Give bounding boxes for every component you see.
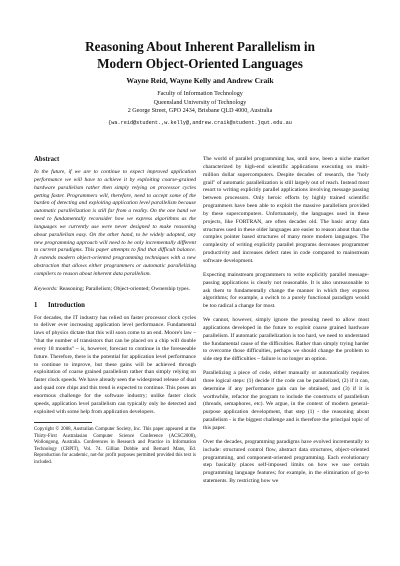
footnote-divider	[34, 422, 92, 423]
body-paragraph: We cannot, however, simply ignore the pressing need to allow most applications developed in the future to exploit coarse grained hardware parallelism. If automatic parallelization is too hard, we need to understand the fundamental cause of the difficulties. Rather than simply trying harder to overcome those difficulties, perhaps we should change the problem to side step the difficulties – failure is no longer an option.	[203, 317, 369, 363]
abstract-text: In the future, if we are to continue to expect improved application performance we will have to achieve it by exploiting coarse-grained hardware parallelism rather then simply relying on processor cycles getting faster. Programmers will, therefore, need to accept some of the burden of detecting and exploiting application level parallelism because automatic parallelization is still far from a reality. On the one hand we need to fundamentally reconsider how we express algorithms as the languages we currently use were never designed to make reasoning about parallelism easy. On the other hand, to be widely adopted, any new programming approach will need to be only incrementally different to current paradigms. This paper attempts to find that difficult balance. It extends modern object-oriented programming techniques with a new abstraction that allows either programmers or automatic parallelizing compilers to reason about inherent data parallelism.	[34, 169, 196, 277]
affiliation-line: 2 George Street, GPO 2434, Brisbane QLD 4000, Australia	[127, 108, 273, 115]
right-column	[203, 156, 369, 492]
title-line: Reasoning About Inherent Parallelism in	[85, 39, 315, 54]
keywords-label: Keywords:	[34, 285, 58, 292]
affiliation-line: Queensland University of Technology	[153, 99, 247, 106]
body-paragraph: The world of parallel programming has, until now, been a niche market characterized by high-end scientific applications executing on multi-million dollar supercomputers. Despite decades of research, the "holy grail" of automatic parallelization is still largely out of reach. Instead most resort to writing explicitly parallel applications involving message passing between processors. Only heroic efforts by highly trained scientific programmers have been able to exploit the massive parallelism provided by these supercomputers. Unfortunately, the languages used in these projects, like FORTRAN, are often decades old. The basic array data structures used in these older languages are easier to reason about than the complex pointer based structures of many more modern languages. The complexity of writing explicitly parallel programs decreases programmer productivity and increases defect rates in code compared to mainstream software development.	[203, 156, 369, 264]
left-column	[34, 156, 196, 466]
title-line: Modern Object-Oriented Languages	[97, 56, 303, 71]
section-heading-introduction	[34, 302, 196, 310]
affiliation-line: Faculty of Information Technology	[157, 91, 243, 97]
keywords-text: Reasoning; Parallelism; Object-oriented; Ownership types.	[59, 285, 191, 292]
intro-paragraph: For decades, the IT industry has relied on faster processor clock cycles to deliver ever increasing application level performance. Fundamental laws of physics dictate that this will soon come to an end. Moore's law – "that the number of transistors that can be placed on a chip will double every 18 months" – is, however, forecast to continue in the foreseeable future. Therefore, there is the potential for application level performance to continue to improve, but these gains will be achieved through exploitation of coarse grained parallelism rather than simply relying on faster clock speeds. We have already seen the widespread release of dual and quad core chips and this trend is expected to continue. This poses an enormous challenge for the software industry; unlike faster clock speeds, application level parallelism can typically only be detected and exploited with some help from application developers.	[34, 314, 196, 415]
section-title: Introduction	[48, 301, 85, 309]
body-paragraph: Expecting mainstream programmers to write explicitly parallel message-passing applications is clearly not reasonable. It is also unreasonable to ask them to fundamentally change the manner in which they express algorithms; for example, a switch to a purely functional paradigm would be too radical a change for most.	[203, 271, 369, 310]
author-emails: {wa.reid@student.,w.kelly@,andrew.craik@student.}qut.edu.au	[108, 120, 292, 126]
section-number: 1	[34, 301, 38, 309]
paper-title	[20, 38, 380, 72]
body-paragraph: Over the decades, programming paradigms have evolved incrementally to include: structured control flow, abstract data structures, object-oriented programming, and component-oriented programming. Each evolutionary step basically places self-imposed limits on how we use certain programming language features; for example, in the elimination of go-to statements. By restricting how we	[203, 438, 369, 485]
abstract-heading: Abstract	[34, 156, 60, 163]
affiliation	[20, 90, 380, 116]
copyright-notice: Copyright © 2008, Australian Computer Society, Inc. This paper appeared at the Thirty-First Australasian Computer Science Conference (ACSC2008), Wollongong, Australia. Conferences in Research and Practice in Information Technology (CRPIT), Vol. 74. Gillian Dobbie and Bernard Mans, Ed. Reproduction for academic, not-for profit purposes permitted provided this text is included.	[34, 427, 196, 465]
author-list: Wayne Reid, Wayne Kelly and Andrew Craik	[126, 76, 274, 85]
body-paragraph: Parallelizing a piece of code, either manually or automatically requires three logical steps: (1) decide if the code can be parallelized, (2) if it can, determine if any performance gain can be obtained, and (3) if it is worthwhile, refactor the program to include the constructs of parallelism (threads, semaphores, etc). We argue, in the context of modern general-purpose application development, that step (1) - the reasoning about parallelism - is the biggest challenge and is therefore the principal topic of this paper.	[203, 370, 369, 431]
keywords	[34, 286, 196, 294]
